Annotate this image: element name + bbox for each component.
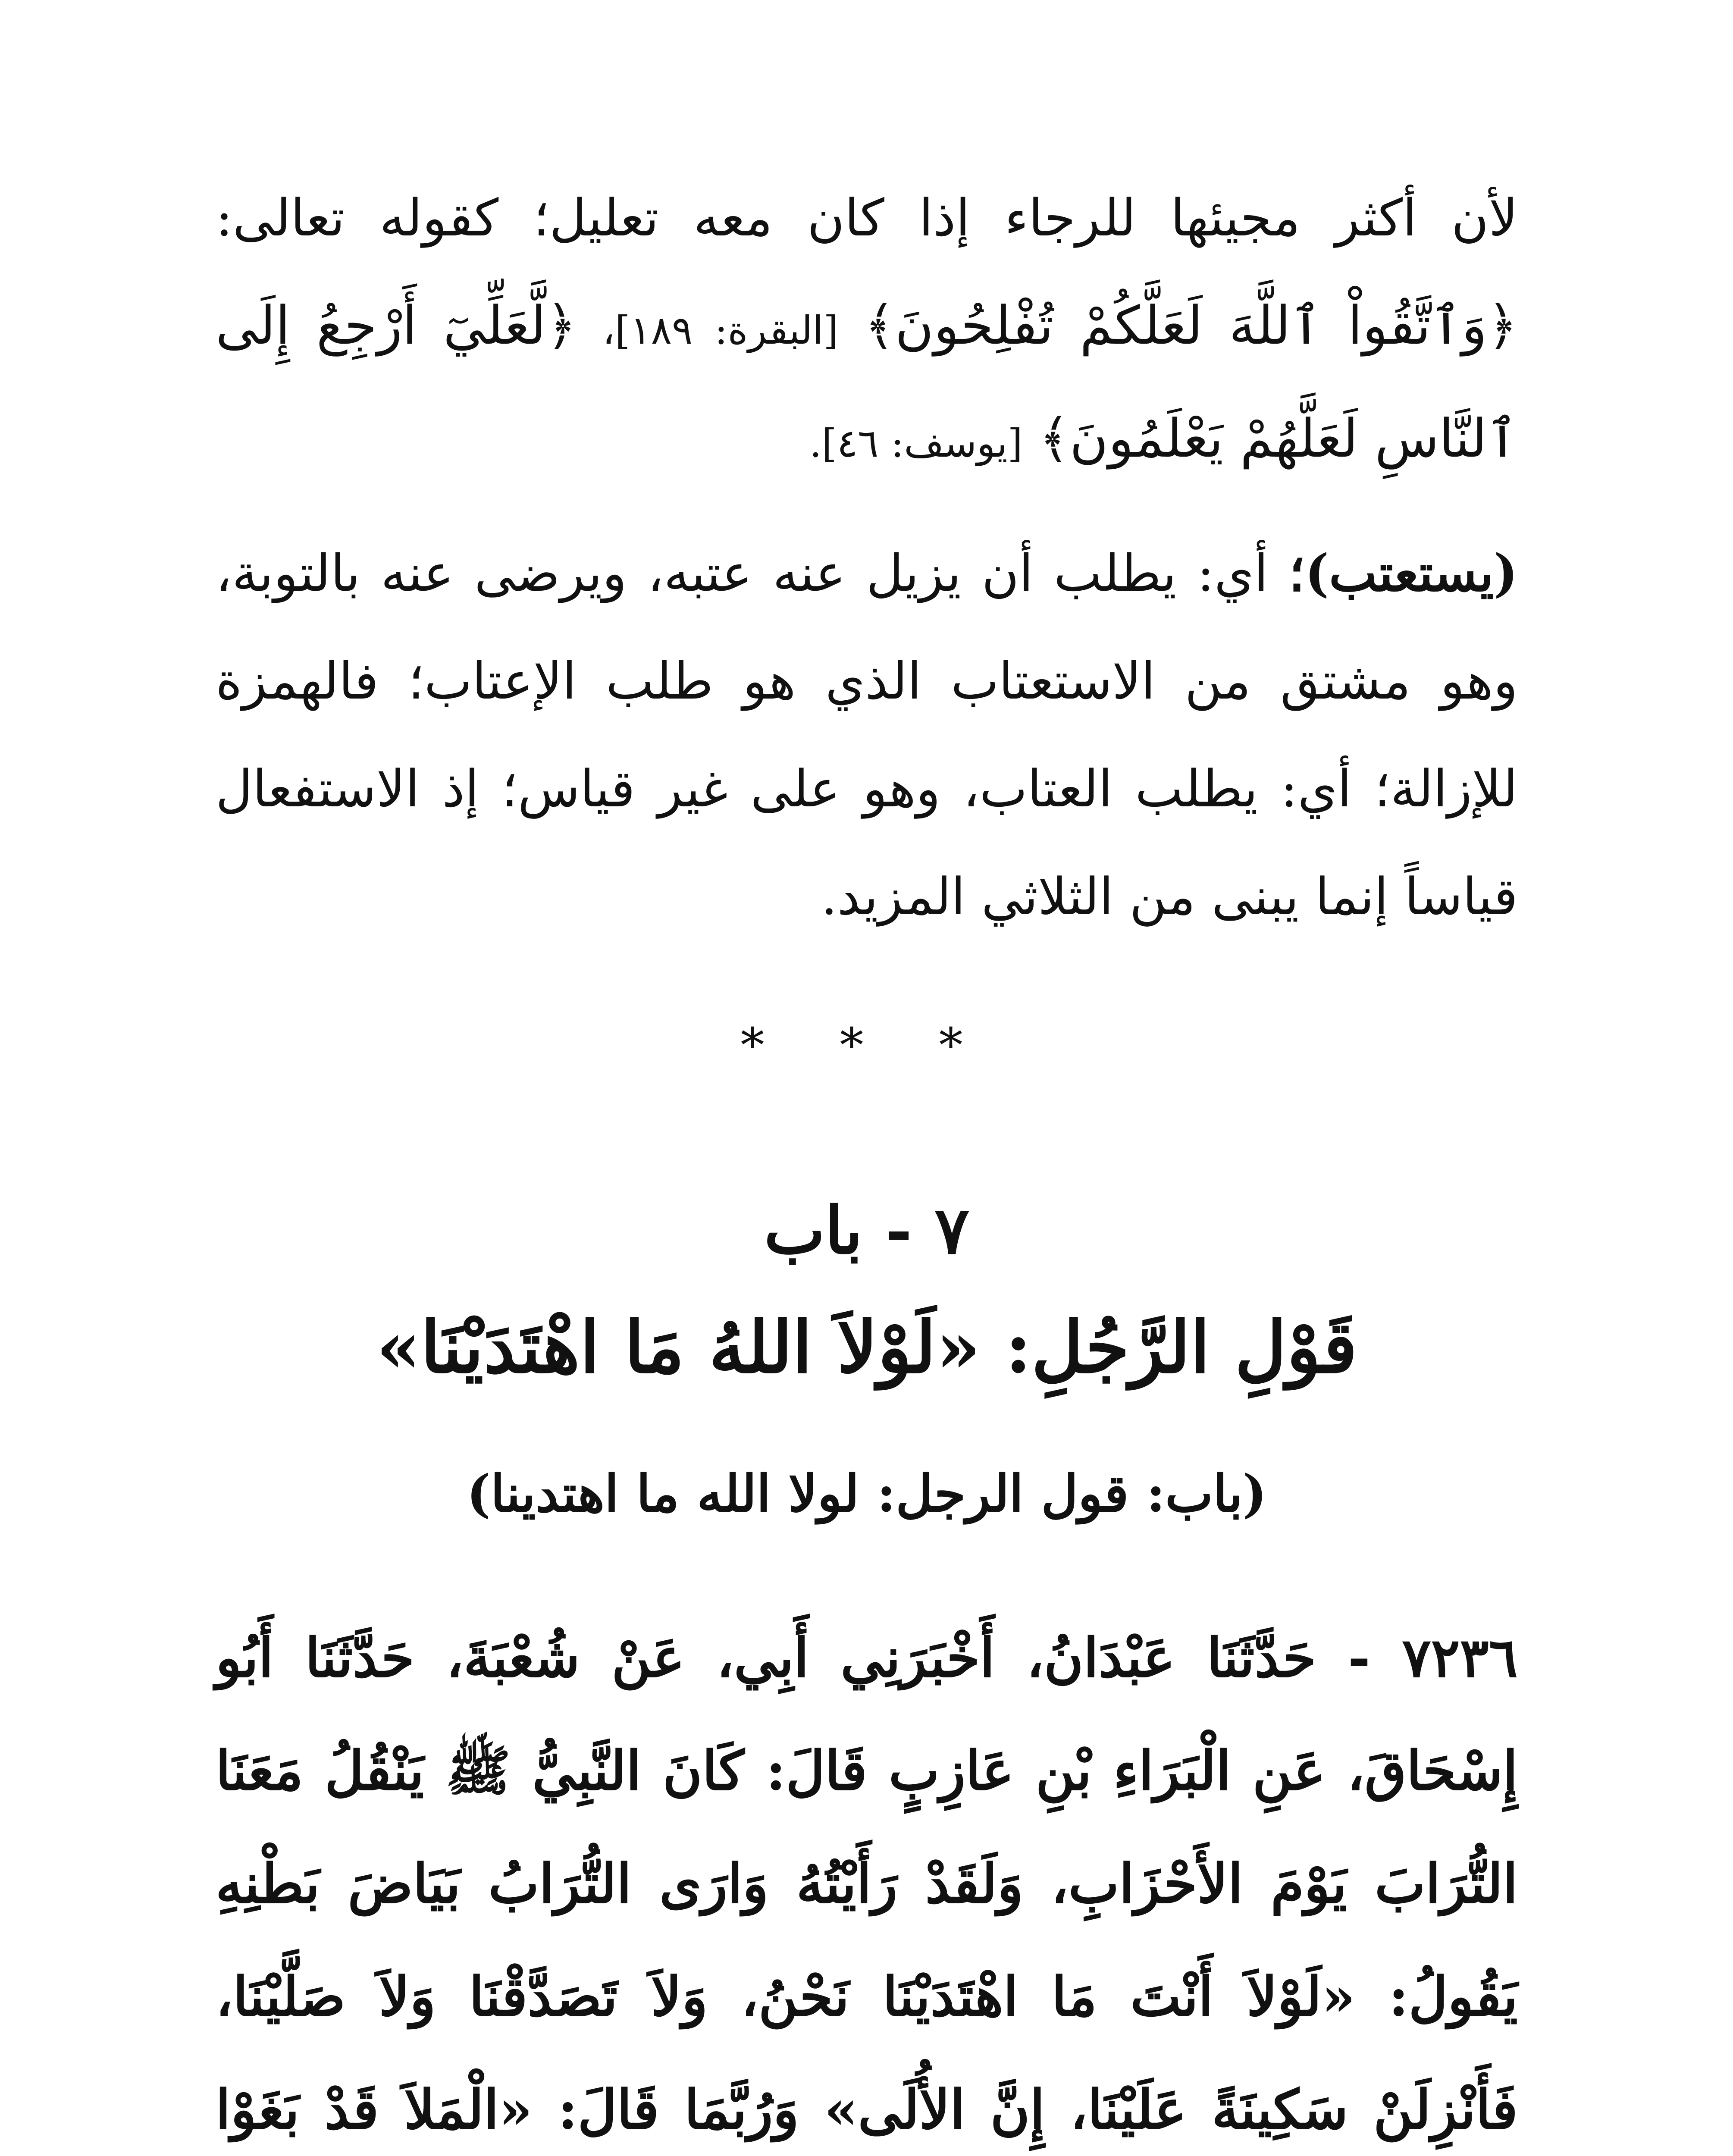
quran-reference: [يوسف: ٤٦]. (809, 421, 1023, 466)
chapter-title: قَوْلِ الرَّجُلِ: «لَوْلاَ اللهُ مَا اهْتَدَيْنَا» (376, 1305, 1357, 1389)
commentary-paragraph-yastatib (216, 519, 1518, 950)
hadith-text: ٧٢٣٦ - حَدَّثَنَا عَبْدَانُ، أَخْبَرَنِي أَبِي، عَنْ شُعْبَةَ، حَدَّثَنَا أَبُو إِسْحَاقَ، عَنِ الْبَرَاءِ بْنِ عَازِبٍ قَالَ: كَانَ النَّبِيُّ ﷺ يَنْقُلُ مَعَنَا التُّرَابَ يَوْمَ الأَحْزَابِ، وَلَقَدْ رَأَيْتُهُ وَارَى التُّرَابُ بَيَاضَ بَطْنِهِ يَقُولُ: «لَوْلاَ أَنْتَ مَا اهْتَدَيْنَا نَحْنُ، وَلاَ تَصَدَّقْنَا وَلاَ صَلَّيْنَا، فَأَنْزِلَنْ سَكِينَةً عَلَيْنَا، إِنَّ الأُلَى» وَرُبَّمَا قَالَ: «الْمَلاَ قَدْ بَغَوْا (216, 1626, 1518, 2141)
quran-verse: ﴿لَّعَلِّيٓ أَرْجِعُ إِلَى ٱلنَّاسِ لَعَلَّهُمْ يَعْلَمُونَ﴾ (216, 295, 1518, 469)
section-separator: * * * (740, 1018, 993, 1073)
quran-reference: [البقرة: ١٨٩]، (602, 308, 839, 353)
page-content (216, 164, 1518, 2156)
commentary-text: أي: يطلب أن يزيل عنه عتبه، ويرضى عنه بالتوبة، وهو مشتق من الاستعتاب الذي هو طلب الإعتاب؛ فالهمزة للإزالة؛ أي: يطلب العتاب، وهو على غير قياس؛ إذ الاستفعال قياساً إنما يبنى من الثلاثي المزيد. (216, 543, 1518, 926)
commentary-paragraph-top (216, 164, 1518, 498)
commentary-text: لأن أكثر مجيئها للرجاء إذا كان معه تعليل؛ كقوله تعالى: (216, 188, 1518, 248)
quran-verse: ﴿وَٱتَّقُواْ ٱللَّهَ لَعَلَّكُمْ تُفْلِحُونَ﴾ (864, 295, 1518, 356)
chapter-subtitle: (باب: قول الرجل: لولا الله ما اهتدينا) (467, 1463, 1267, 1523)
commentary-term: (يستعتب)؛ (1288, 543, 1518, 603)
spacer (216, 498, 1518, 519)
chapter-number: ٧ - باب (764, 1193, 969, 1269)
